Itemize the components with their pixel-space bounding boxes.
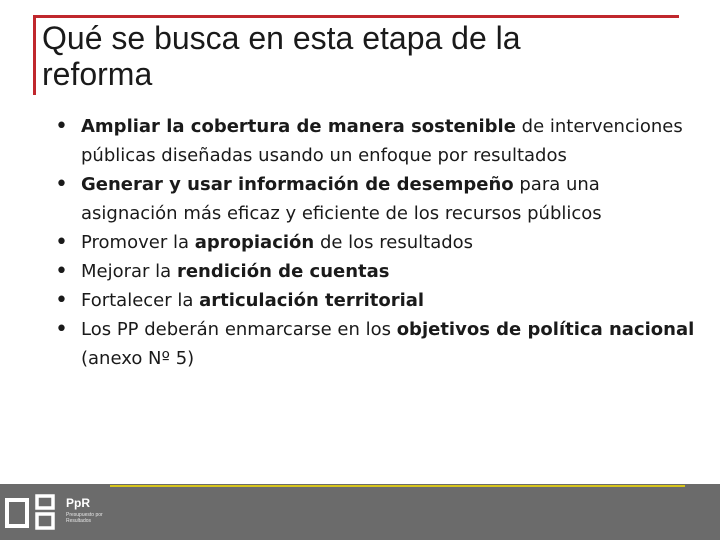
bullet-text: de intervenciones públicas diseñadas usando un enfoque por resultados <box>81 116 683 166</box>
title-frame-top <box>33 15 679 18</box>
bullet-dot: • <box>55 259 68 284</box>
bullet-text: Fortalecer la <box>81 290 200 311</box>
bullet-text: Promover la <box>81 232 195 253</box>
logo-subtext: Presupuesto por Resultados <box>66 512 103 524</box>
bullet-item <box>55 286 695 315</box>
slide-title-line1: Qué se busca en esta etapa de la <box>42 20 521 56</box>
bullet-item <box>55 170 695 228</box>
bullet-bold: Generar y usar información de desempeño <box>81 174 514 195</box>
slide-title <box>42 20 682 92</box>
bullet-text: Mejorar la <box>81 261 177 282</box>
bullet-bold: articulación territorial <box>199 290 425 311</box>
bullet-dot: • <box>55 114 68 139</box>
bullet-item <box>55 228 695 257</box>
bullet-dot: • <box>55 317 68 342</box>
title-frame-left <box>33 15 36 95</box>
footer-accent-line <box>110 485 685 487</box>
slide-title-line2: reforma <box>42 56 153 92</box>
bullet-text: (anexo Nº 5) <box>81 348 195 369</box>
bullet-item <box>55 257 695 286</box>
bullet-bold: objetivos de política nacional <box>396 319 695 340</box>
bullet-dot: • <box>55 172 68 197</box>
bullet-item <box>55 112 695 170</box>
bullet-text: de los resultados <box>314 232 474 253</box>
bullet-dot: • <box>55 230 68 255</box>
bullet-text: Los PP deberán enmarcarse en los <box>81 319 397 340</box>
bullet-list <box>55 112 695 373</box>
bullet-bold: rendición de cuentas <box>176 261 390 282</box>
ppr-logo-icon <box>5 492 57 534</box>
bullet-bold: Ampliar la cobertura de manera sostenible <box>81 116 516 137</box>
bullet-text: para una asignación más eficaz y eficiente de los recursos públicos <box>81 174 602 224</box>
bullet-dot: • <box>55 288 68 313</box>
bullet-item <box>55 315 695 373</box>
bullet-bold: apropiación <box>194 232 315 253</box>
logo-text: PpR <box>66 496 90 510</box>
